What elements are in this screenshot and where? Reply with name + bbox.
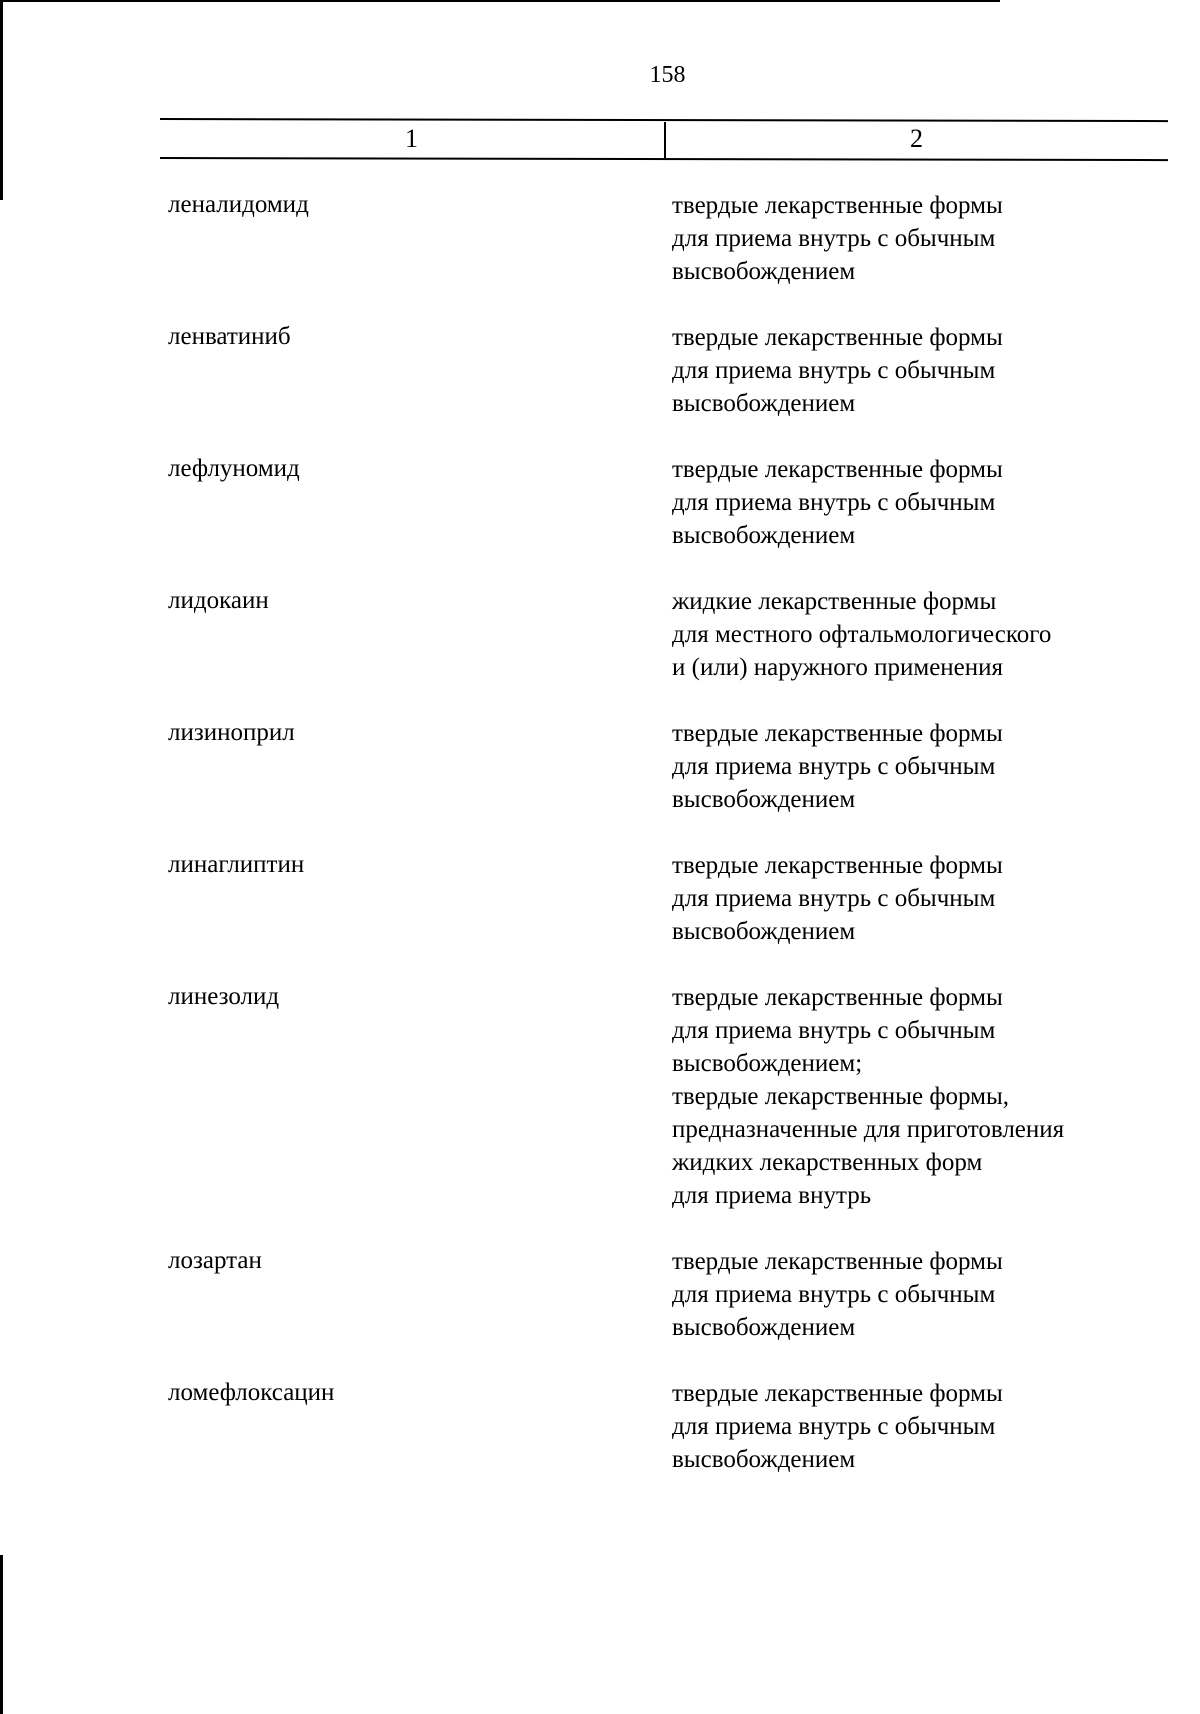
drug-name: лизиноприл xyxy=(168,719,295,746)
dosage-forms xyxy=(672,840,1200,948)
dosage-form-line: высвобождением xyxy=(672,258,856,285)
dosage-form-line: твердые лекарственные формы xyxy=(672,324,1003,351)
dosage-form-line: для приема внутрь с обычным xyxy=(672,225,996,252)
dosage-form-line: для местного офтальмологического xyxy=(672,621,1052,648)
table-header-bottom-rule xyxy=(160,157,1168,161)
scan-edge-top xyxy=(0,0,1000,2)
dosage-form-line: предназначенные для приготовления xyxy=(672,1116,1065,1143)
dosage-form-line: высвобождением xyxy=(672,1446,856,1473)
dosage-form-line: для приема внутрь xyxy=(672,1182,872,1209)
dosage-form-line: для приема внутрь с обычным xyxy=(672,753,996,780)
dosage-form-line: высвобождением xyxy=(672,786,856,813)
scan-edge-left xyxy=(0,1555,3,1714)
table-body xyxy=(0,180,1200,1500)
dosage-form-line: жидкие лекарственные формы xyxy=(672,588,997,615)
dosage-forms xyxy=(672,708,1200,816)
dosage-form-line: для приема внутрь с обычным xyxy=(672,885,996,912)
dosage-form-line: для приема внутрь с обычным xyxy=(672,357,996,384)
scan-edge-left xyxy=(0,0,3,200)
dosage-form-line: твердые лекарственные формы xyxy=(672,984,1003,1011)
dosage-form-line: высвобождением xyxy=(672,918,856,945)
table-row xyxy=(0,180,1200,312)
dosage-forms xyxy=(672,444,1200,552)
dosage-form-line: высвобождением xyxy=(672,1314,856,1341)
dosage-form-line: для приема внутрь с обычным xyxy=(672,1281,996,1308)
dosage-form-line: твердые лекарственные формы, xyxy=(672,1083,1010,1110)
dosage-form-line: твердые лекарственные формы xyxy=(672,1380,1003,1407)
drug-name: ломефлоксацин xyxy=(168,1379,335,1406)
drug-name: ленватиниб xyxy=(168,323,291,350)
table-row xyxy=(0,312,1200,444)
dosage-form-line: для приема внутрь с обычным xyxy=(672,1413,996,1440)
dosage-forms xyxy=(672,312,1200,420)
table-header-divider xyxy=(664,122,666,158)
dosage-form-line: высвобождением; xyxy=(672,1050,863,1077)
table-row xyxy=(0,1236,1200,1368)
dosage-form-line: твердые лекарственные формы xyxy=(672,852,1003,879)
page-number: 158 xyxy=(649,62,686,88)
dosage-form-line: и (или) наружного применения xyxy=(672,654,1004,681)
table-row xyxy=(0,708,1200,840)
drug-name: леналидомид xyxy=(168,191,309,218)
column-header-2: 2 xyxy=(910,124,923,153)
dosage-form-line: высвобождением xyxy=(672,390,856,417)
dosage-forms xyxy=(672,576,1200,684)
table-row xyxy=(0,576,1200,708)
dosage-form-line: твердые лекарственные формы xyxy=(672,192,1003,219)
drug-name: лефлуномид xyxy=(168,455,300,482)
dosage-form-line: твердые лекарственные формы xyxy=(672,456,1003,483)
dosage-form-line: для приема внутрь с обычным xyxy=(672,489,996,516)
dosage-forms xyxy=(672,1368,1200,1476)
dosage-form-line: твердые лекарственные формы xyxy=(672,1248,1003,1275)
dosage-forms xyxy=(672,972,1200,1212)
table-row xyxy=(0,1368,1200,1500)
dosage-forms xyxy=(672,180,1200,288)
table-row xyxy=(0,972,1200,1236)
dosage-form-line: для приема внутрь с обычным xyxy=(672,1017,996,1044)
table-row xyxy=(0,840,1200,972)
drug-name: линезолид xyxy=(168,983,280,1010)
drug-name: лозартан xyxy=(168,1247,262,1274)
dosage-forms xyxy=(672,1236,1200,1344)
dosage-form-line: высвобождением xyxy=(672,522,856,549)
dosage-form-line: твердые лекарственные формы xyxy=(672,720,1003,747)
dosage-form-line: жидких лекарственных форм xyxy=(672,1149,983,1176)
table-row xyxy=(0,444,1200,576)
drug-name: линаглиптин xyxy=(168,851,305,878)
drug-name: лидокаин xyxy=(168,587,269,614)
column-header-1: 1 xyxy=(405,124,418,153)
